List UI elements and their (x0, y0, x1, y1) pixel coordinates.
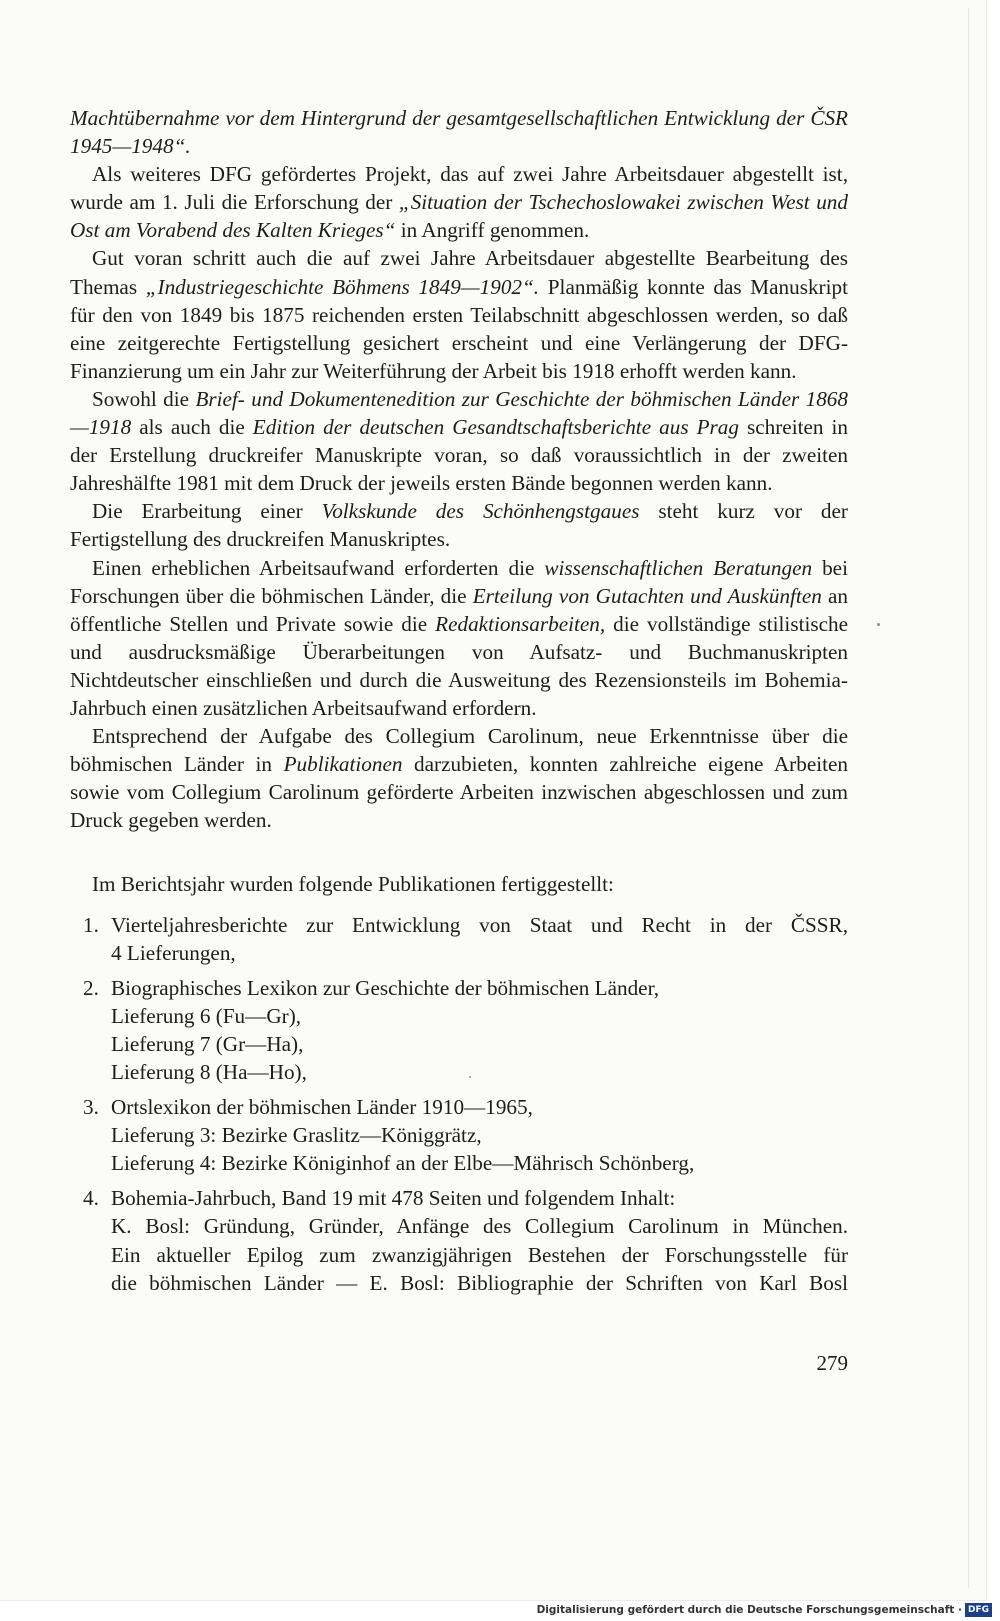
body-paragraph (70, 554, 848, 723)
text-span: steht kurz vor der Fertigstellung des druckreifen Manuskriptes. (70, 499, 848, 552)
text-span: in Angriff genommen. (395, 218, 590, 243)
publication-line: Bohemia-Jahrbuch, Band 19 mit 478 Seiten und folgendem Inhalt: (111, 1186, 676, 1211)
dfg-logo: DFG (965, 1603, 992, 1617)
publications-intro: Im Berichtsjahr wurden folgende Publikationen fertiggestellt: (92, 872, 614, 897)
body-paragraph (70, 244, 848, 384)
text-span: Entsprechend der Aufgabe des Collegium Carolinum, neue Erkenntnisse über die böhmischen Länder in (70, 724, 848, 777)
italic-title-span: Erteilung von Gutachten und Auskünften (472, 583, 822, 608)
publication-number: 3. (83, 1095, 99, 1120)
body-paragraph (70, 497, 848, 553)
body-paragraph (70, 104, 848, 160)
publication-line: Ein aktueller Epilog zum zwanzigjährigen Bestehen der Forschungsstelle für (111, 1242, 848, 1267)
digitization-footer (537, 1602, 992, 1618)
publication-line: Lieferung 7 (Gr—Ha), (111, 1031, 304, 1056)
text-span: Gut voran schritt auch die auf zwei Jahre Arbeitsdauer abgestellte Bearbeitung des Themas (70, 246, 848, 299)
italic-title-span: Redaktionsarbeiten, (435, 611, 606, 636)
scan-edge-line (968, 8, 969, 1588)
text-span: an öffentliche Stellen und Private sowie die (70, 583, 848, 636)
italic-title-span: Edition der deutschen Gesandtschaftsberichte aus Prag (252, 415, 739, 440)
text-span: darzubieten, konnten zahlreiche eigene Arbeiten sowie vom Collegium Carolinum geförderte Arbeiten inzwischen abgeschlossen und zum Druck gegeben werden. (70, 752, 848, 833)
publication-item (70, 911, 848, 967)
text-span: Planmäßig konnte das Manuskript für den von 1849 bis 1875 reichenden ersten Teilabschnitt abgeschlossen werden, so daß eine zeitgerechte Fertigstellung gesichert erscheint und eine Verlängerung der DFG-Finanzierung um ein Jahr zur Weiterführung der Arbeit bis 1918 erhofft werden kann. (70, 274, 848, 383)
publication-line: Vierteljahresberichte zur Entwicklung von Staat und Recht in der ČSSR, (111, 912, 848, 937)
italic-title-span: „Situation der Tschechoslowakei zwischen West und Ost am Vorabend des Kalten Krieges“ (70, 190, 848, 243)
italic-title-span: wissenschaftlichen Beratungen (544, 555, 813, 580)
publication-item (70, 1184, 848, 1296)
scan-speck (877, 623, 880, 626)
text-span: als auch die (131, 415, 253, 440)
publication-line: Biographisches Lexikon zur Geschichte der böhmischen Länder, (111, 975, 660, 1000)
publication-line: Lieferung 4: Bezirke Königinhof an der Elbe—Mährisch Schönberg, (111, 1151, 695, 1176)
body-paragraph (70, 722, 848, 834)
italic-title-span: Brief- und Dokumentenedition zur Geschichte der böhmischen Länder 1868—1918 (70, 386, 848, 440)
publications-list (70, 911, 848, 1297)
text-span: Einen erheblichen Arbeitsaufwand erforderten die (92, 555, 545, 580)
text-span: Als weiteres DFG gefördertes Projekt, das auf zwei Jahre Arbeitsdauer abgestellt ist, wurde am 1. Juli die Erforschung der (70, 162, 848, 215)
publication-item (70, 1093, 848, 1177)
body-paragraph (70, 385, 848, 497)
publication-number: 2. (83, 975, 99, 1000)
publication-line: Lieferung 6 (Fu—Gr), (111, 1003, 302, 1028)
page-number: 279 (816, 1351, 848, 1375)
publication-line: Lieferung 3: Bezirke Graslitz—Königgrätz, (111, 1123, 482, 1148)
publication-line: Ortslexikon der böhmischen Länder 1910—1965, (111, 1095, 533, 1120)
publication-line: 4 Lieferungen, (111, 940, 236, 965)
publication-line: Lieferung 8 (Ha—Ho), (111, 1060, 307, 1084)
text-span: die vollständige stilistische und ausdrucksmäßige Überarbeitungen von Aufsatz- und Buchmanuskripten Nichtdeutscher einschließen und durch die Ausweitung des Rezensionsteils im Bohemia-Jahrbuch einen zusätzlichen Arbeitsaufwand erfordern. (70, 611, 848, 720)
text-span: schreiten in der Erstellung druckreifer Manuskripte voran, so daß voraussichtlich in der zweiten Jahreshälfte 1981 mit dem Druck der jeweils ersten Bände begonnen werden kann. (70, 415, 848, 496)
text-span: bei Forschungen über die böhmischen Länder, die (70, 555, 848, 608)
publication-item (70, 974, 848, 1086)
italic-title-span: Publikationen (283, 752, 403, 777)
italic-title-span: Volkskunde des Schönhengstgaues (321, 499, 640, 524)
publication-number: 4. (83, 1186, 99, 1211)
publication-line: K. Bosl: Gründung, Gründer, Anfänge des Collegium Carolinum in München. (111, 1214, 848, 1239)
text-span: Die Erarbeitung einer (92, 499, 322, 524)
publication-line: die böhmischen Länder — E. Bosl: Bibliographie der Schriften von Karl Bosl (111, 1270, 848, 1295)
footer-credit: Digitalisierung gefördert durch die Deutsche Forschungsgemeinschaft · (536, 1604, 962, 1616)
body-paragraph (70, 160, 848, 244)
italic-title-span: Machtübernahme vor dem Hintergrund der gesamtgesellschaftlichen Entwicklung der ČSR 1945—1948“. (70, 106, 848, 159)
text-column (70, 104, 848, 1304)
publication-number: 1. (83, 912, 99, 937)
text-span: Sowohl die (92, 386, 196, 411)
body-text (70, 104, 848, 834)
italic-title-span: „Industriegeschichte Böhmens 1849—1902“. (145, 274, 540, 299)
scan-speck (469, 1076, 471, 1078)
